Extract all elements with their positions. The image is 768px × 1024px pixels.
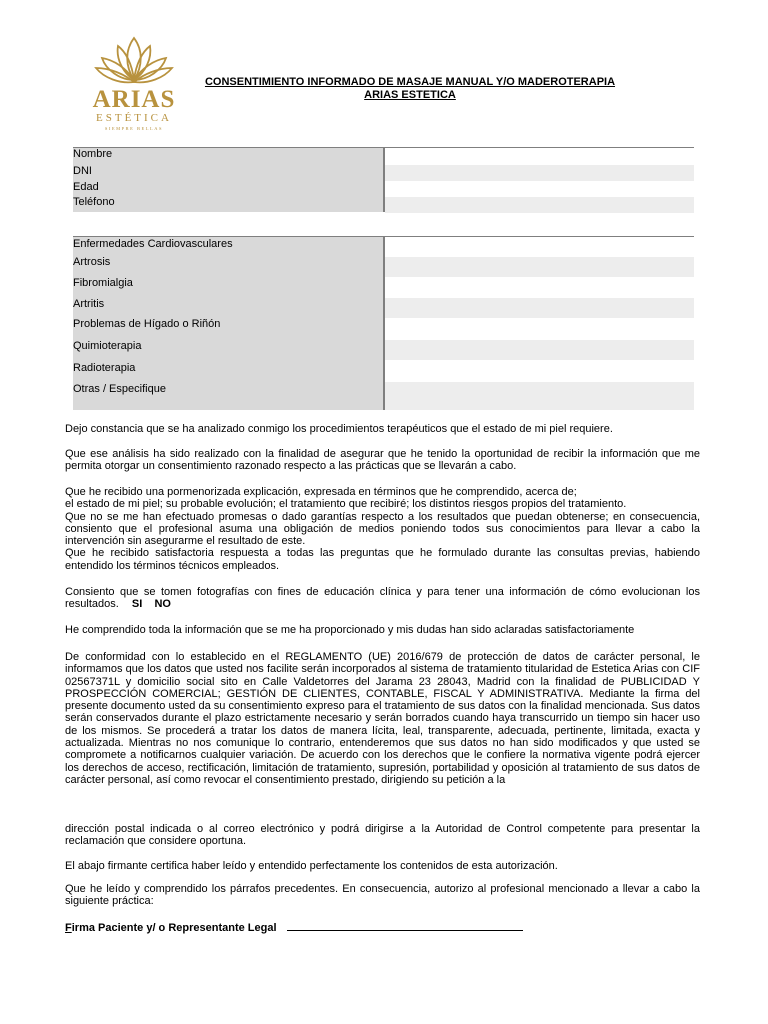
- paragraph-text: He comprendido toda la información que se me ha proporcionado y mis dudas han sido aclaradas satisfactoriamente: [65, 624, 635, 636]
- field-label: Nombre: [73, 148, 113, 160]
- telefono-field[interactable]: [385, 197, 694, 213]
- title-line-1: CONSENTIMIENTO INFORMADO DE MASAJE MANUAL Y/O MADEROTERAPIA: [204, 76, 616, 88]
- artritis-field[interactable]: [385, 298, 694, 318]
- field-label: Edad: [73, 181, 99, 193]
- paragraph-text: dirección postal indicada o al correo electrónico y podrá dirigirse a la Autoridad de Control competente para presentar la reclamación que considere oportuna.: [65, 823, 700, 848]
- medical-conditions-table: [73, 236, 694, 410]
- paragraph-text: Dejo constancia que se ha analizado conmigo los procedimientos terapéuticos que el estado de mi piel requiere.: [65, 423, 613, 435]
- control-authority-paragraph: [65, 823, 700, 848]
- condition-label: Artritis: [73, 298, 105, 310]
- signature-field[interactable]: [287, 920, 523, 931]
- photo-consent-paragraph: [65, 586, 700, 611]
- paragraph-text: El abajo firmante certifica haber leído y entendido perfectamente los contenidos de esta autorización.: [65, 860, 558, 872]
- quimioterapia-field[interactable]: [385, 340, 694, 360]
- table-top-border: [73, 147, 694, 148]
- condition-label: Otras / Especifique: [73, 383, 166, 395]
- authorization-paragraph: [65, 883, 700, 908]
- personal-data-table: [73, 147, 694, 212]
- document-title: [150, 76, 670, 102]
- condition-label: Radioterapia: [73, 362, 136, 374]
- dni-field[interactable]: [385, 165, 694, 181]
- condition-label: Enfermedades Cardiovasculares: [73, 238, 233, 250]
- field-label: DNI: [73, 165, 92, 177]
- data-protection-paragraph: [65, 651, 700, 786]
- logo-tagline: SIEMPRE BELLAS: [104, 126, 164, 131]
- otras-field[interactable]: [385, 382, 694, 410]
- condition-label: Fibromialgia: [73, 277, 133, 289]
- paragraph-text: Que ese análisis ha sido realizado con la finalidad de asegurar que he tenido la oportunidad de recibir la información que me permita otorgar un consentimiento razonado respecto a las prácticas que se llevarán a cabo.: [65, 448, 700, 473]
- logo-name: ARIAS: [92, 86, 176, 113]
- label-column: [73, 147, 383, 212]
- title-line-2: ARIAS ESTETICA: [364, 89, 456, 101]
- certification-paragraph: [65, 860, 700, 872]
- condition-label: Quimioterapia: [73, 340, 142, 352]
- signature-line: [65, 920, 523, 934]
- yes-no-options[interactable]: SI NO: [131, 598, 171, 611]
- condition-label: Artrosis: [73, 256, 111, 268]
- artrosis-field[interactable]: [385, 257, 694, 277]
- paragraph-text: De conformidad con lo establecido en el REGLAMENTO (UE) 2016/679 de protección de datos de carácter personal, le informamos que los datos que usted nos facilite serán incorporados al sistema de tratamiento titularidad de Estetica Arias con CIF 02567371L y domicilio social sito en Calle Valdetorres del Jarama 23 28043, Madrid con la finalidad de PUBLICIDAD Y PROSPECCIÓN COMERCIAL; GESTIÓN DE CLIENTES, CONTABLE, FISCAL Y ADMINISTRATIVA. Mediante la firma del presente documento usted da su consentimiento expreso para el tratamiento de sus datos con la finalidad mencionada. Sus datos serán conservados durante el plazo estrictamente necesario y serán borrados cuando haya transcurrido un tiempo sin hacer uso de los mismos. Se procederá a tratar los datos de manera lícita, leal, transparente, adecuada, pertinente, limitada, exacta y actualizada. Mientras no nos comunique lo contrario, entenderemos que sus datos no han sido modificados y que usted se compromete a notificarnos cualquier variación. De acuerdo con los derechos que le confiere la normativa vigente podrá ejercer los derechos de acceso, rectificación, limitación de tratamiento, supresión, portabilidad y oposición al tratamiento de sus datos de carácter personal, así como revocar el consentimiento prestado, dirigiendo su petición a la: [65, 651, 700, 786]
- signature-label: irma Paciente y/ o Representante Legal: [71, 922, 277, 934]
- signature-label-initial: F: [65, 922, 72, 934]
- paragraph-text: el estado de mi piel; su probable evolución; el tratamiento que recibiré; los distintos riesgos propios del tratamiento.: [65, 498, 627, 511]
- paragraph-text: Que no se me han efectuado promesas o dado garantías respecto a los resultados que puedan obtenerse; en consecuencia, consiento que el profesional asuma una obligación de medios poniendo todos sus conocimientos para llevar a cabo la intervención sin asegurarme el resultado de este.: [65, 510, 700, 548]
- paragraph-text: Consiento que se tomen fotografías con fines de educación clínica y para tener una información de cómo evolucionan los resultados.: [65, 586, 700, 611]
- condition-label: Problemas de Hígado o Riñón: [73, 318, 221, 330]
- field-label: Teléfono: [73, 196, 115, 208]
- paragraph-text: Que he leído y comprendido los párrafos precedentes. En consecuencia, autorizo al profesional mencionado a llevar a cabo la siguiente práctica:: [65, 883, 700, 908]
- paragraph-text: Que he recibido una pormenorizada explicación, expresada en términos que he comprendido, acerca de;: [65, 486, 577, 498]
- consent-paragraph-3: [65, 486, 700, 572]
- table-top-border: [73, 236, 694, 237]
- consent-paragraph-2: [65, 448, 700, 473]
- understanding-paragraph: [65, 624, 700, 636]
- paragraph-text: Que he recibido satisfactoria respuesta a todas las preguntas que he formulado durante las consultas previas, habiendo entendido los términos técnicos empleados.: [65, 547, 700, 572]
- logo-subtitle: ESTÉTICA: [96, 112, 172, 124]
- consent-paragraph-1: [65, 423, 700, 435]
